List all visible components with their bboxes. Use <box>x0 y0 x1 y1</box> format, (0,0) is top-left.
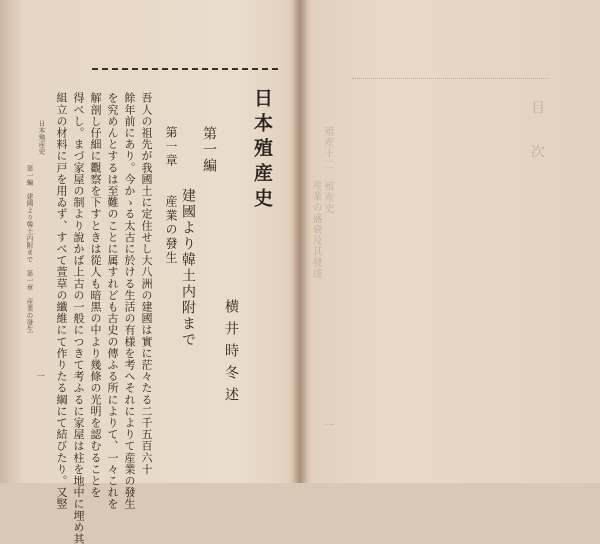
page-number: 一 <box>36 372 45 380</box>
body-line: 吾人の祖先が我國土に定住せし大八洲の建國は實に茫々たる二千五百六十 <box>140 92 153 475</box>
chapter-label: 第一章 <box>164 126 178 168</box>
running-header-section: 第一編 建國より韓土内附まで 第一章 産業の發生 <box>25 165 34 333</box>
chapter-title: 産業の發生 <box>164 195 178 265</box>
body-line: 解剖し仔細に觀察を下すときは從人も暗黒の中より幾條の光明を認むることを <box>89 92 102 498</box>
running-header-title: 日本殖産史 <box>37 120 46 155</box>
body-line: 餘年前にあり。今かゝる太古に於ける生活の有様を考へそれによりて産業の發生 <box>123 92 136 510</box>
body-line: 組立の材料に戸を用ゐず、すべて萱草の纖維にて作りたる綱にて結びたり。又竪 <box>55 92 68 510</box>
bleed-line: 産業の盛衰及其發達 <box>310 180 321 279</box>
author-name: 横井時冬述 <box>223 299 239 409</box>
bleed-heading: 目 次 <box>529 100 545 166</box>
left-page <box>0 0 298 544</box>
ghost-rule <box>352 78 548 80</box>
body-line: を究めんとするは至難のことに属すれども古史の傳ふる所によりて、一々これを <box>106 92 119 510</box>
part-label: 第一編 <box>201 126 217 174</box>
right-page <box>302 0 600 483</box>
body-line: 得べし。まづ家屋の制より說かば上古の一般につきて考ふるに家屋は柱を地中に埋め其 <box>72 92 85 544</box>
header-rule <box>92 68 278 72</box>
bleed-line: 殖産十二 殖産史 <box>322 126 333 214</box>
bleed-page-number: 一 <box>322 420 333 430</box>
part-title: 建國より韓土内附まで <box>180 188 196 348</box>
book-title: 日本殖産史 <box>251 88 273 213</box>
